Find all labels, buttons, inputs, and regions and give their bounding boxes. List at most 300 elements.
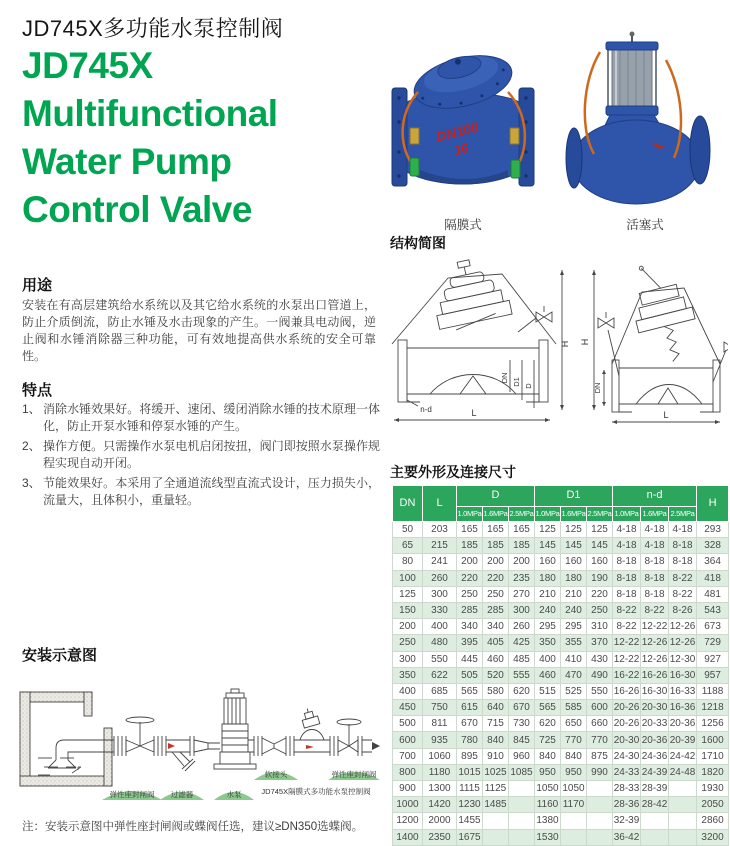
table-cell: 160: [561, 554, 587, 570]
installation-diagram: [14, 664, 382, 814]
table-cell: 1050: [561, 781, 587, 797]
table-row: [393, 651, 729, 667]
column-subheader: 1.6MPa: [483, 507, 509, 522]
table-cell: 24-33: [613, 764, 641, 780]
table-cell: 340: [457, 619, 483, 635]
table-row: [393, 700, 729, 716]
label-control-valve: JD745X隔膜式多功能水泵控制阀: [261, 787, 371, 796]
column-subheader: 1.0MPa: [613, 507, 641, 522]
table-cell: 150: [393, 602, 423, 618]
page-title-english: [22, 42, 278, 234]
table-cell: 20-30: [613, 732, 641, 748]
table-cell: 340: [483, 619, 509, 635]
table-cell: 203: [423, 522, 457, 538]
table-cell: 620: [535, 716, 561, 732]
table-cell: 293: [697, 522, 729, 538]
table-cell: 16-36: [669, 700, 697, 716]
table-cell: 1200: [393, 813, 423, 829]
feature-item: [22, 475, 380, 509]
table-cell: 500: [393, 716, 423, 732]
table-cell: 210: [535, 586, 561, 602]
table-cell: 8-22: [613, 619, 641, 635]
table-cell: 470: [561, 667, 587, 683]
dim-label-dn: DN: [500, 372, 509, 384]
installation-labels: [102, 769, 380, 800]
table-cell: 65: [393, 538, 423, 554]
table-cell: 550: [423, 651, 457, 667]
table-row: [393, 732, 729, 748]
table-cell: 840: [483, 732, 509, 748]
column-subheader: 2.5MPa: [587, 507, 613, 522]
table-cell: 235: [509, 570, 535, 586]
table-row: [393, 716, 729, 732]
piston-photo-label: 活塞式: [626, 218, 664, 232]
table-cell: 4-18: [641, 538, 669, 554]
table-cell: 24-42: [669, 748, 697, 764]
table-cell: 364: [697, 554, 729, 570]
diaphragm-photo-label: 隔膜式: [444, 218, 482, 232]
table-cell: 24-48: [669, 764, 697, 780]
table-cell: 250: [457, 586, 483, 602]
table-cell: 1188: [697, 683, 729, 699]
table-cell: 8-18: [641, 586, 669, 602]
table-cell: 200: [483, 554, 509, 570]
table-cell: 12-26: [641, 651, 669, 667]
table-cell: 685: [423, 683, 457, 699]
table-row: [393, 781, 729, 797]
dimensions-table: [392, 485, 729, 846]
valve-marking-pn: 16: [452, 140, 470, 159]
table-cell: 24-39: [641, 764, 669, 780]
table-cell: 285: [457, 602, 483, 618]
table-cell: 811: [423, 716, 457, 732]
table-cell: 28-39: [641, 781, 669, 797]
feature-text: 操作方便。只需操作水泵电机启闭按扭，阀门即按照水泵操作规程实现自动开闭。: [43, 439, 380, 470]
table-cell: 20-36: [669, 716, 697, 732]
table-cell: 935: [423, 732, 457, 748]
table-cell: 165: [509, 522, 535, 538]
table-cell: 1820: [697, 764, 729, 780]
table-cell: 355: [561, 635, 587, 651]
table-cell: 20-26: [613, 716, 641, 732]
table-cell: 490: [587, 667, 613, 683]
table-cell: 8-18: [613, 586, 641, 602]
feature-text: 节能效果好。本采用了全通道流线型直流式设计，压力损失小，流量大，且体积小，重量轻。: [43, 476, 380, 507]
gate-valve-symbol-1: [126, 717, 154, 752]
table-cell: 729: [697, 635, 729, 651]
table-cell: 12-22: [613, 635, 641, 651]
table-cell: 1710: [697, 748, 729, 764]
table-cell: 418: [697, 570, 729, 586]
table-cell: 800: [393, 764, 423, 780]
table-cell: 450: [393, 700, 423, 716]
table-cell: 8-22: [613, 602, 641, 618]
table-cell: 1180: [423, 764, 457, 780]
table-cell: [483, 829, 509, 845]
table-cell: 1420: [423, 797, 457, 813]
table-cell: 250: [587, 602, 613, 618]
table-cell: 16-26: [641, 667, 669, 683]
table-cell: 405: [483, 635, 509, 651]
dimensions-heading: 主要外形及连接尺寸: [390, 464, 516, 480]
table-cell: 715: [483, 716, 509, 732]
table-cell: [509, 797, 535, 813]
table-row: [393, 683, 729, 699]
table-cell: 20-30: [641, 700, 669, 716]
table-row: [393, 586, 729, 602]
table-header: [393, 486, 729, 522]
structure-drawing-left: [392, 256, 570, 422]
valve-marking-dn: DN100: [434, 118, 481, 145]
table-cell: 200: [457, 554, 483, 570]
control-valve-symbol: [294, 706, 330, 752]
table-cell: 241: [423, 554, 457, 570]
table-cell: 185: [509, 538, 535, 554]
table-cell: 1115: [457, 781, 483, 797]
table-cell: 650: [561, 716, 587, 732]
table-row: [393, 764, 729, 780]
gate-valve-symbol-2: [337, 719, 361, 752]
table-cell: [561, 813, 587, 829]
column-header-d1: D1: [535, 486, 613, 507]
table-row: [393, 797, 729, 813]
table-cell: 12-26: [641, 635, 669, 651]
table-cell: 300: [393, 651, 423, 667]
table-cell: 400: [393, 683, 423, 699]
table-cell: 240: [535, 602, 561, 618]
table-cell: 295: [561, 619, 587, 635]
table-cell: 1230: [457, 797, 483, 813]
table-cell: 565: [535, 700, 561, 716]
table-row: [393, 602, 729, 618]
table-row: [393, 619, 729, 635]
table-cell: 1160: [535, 797, 561, 813]
table-cell: 190: [587, 570, 613, 586]
table-cell: 285: [483, 602, 509, 618]
installation-heading: 安装示意图: [22, 647, 98, 664]
table-cell: [509, 829, 535, 845]
structure-drawing-right: [580, 257, 728, 424]
table-row: [393, 813, 729, 829]
table-cell: 2350: [423, 829, 457, 845]
table-cell: 515: [535, 683, 561, 699]
table-cell: 200: [393, 619, 423, 635]
table-cell: 580: [483, 683, 509, 699]
table-cell: 160: [587, 554, 613, 570]
water-tank: [20, 692, 112, 786]
table-cell: 485: [509, 651, 535, 667]
column-header-nd: n-d: [613, 486, 697, 507]
table-cell: [561, 829, 587, 845]
table-cell: 220: [483, 570, 509, 586]
table-cell: 730: [509, 716, 535, 732]
table-cell: 220: [457, 570, 483, 586]
column-subheader: 1.6MPa: [561, 507, 587, 522]
table-cell: 28-36: [613, 797, 641, 813]
table-cell: [587, 797, 613, 813]
table-cell: 4-18: [669, 522, 697, 538]
table-cell: [587, 781, 613, 797]
table-row: [393, 829, 729, 845]
table-cell: 543: [697, 602, 729, 618]
table-cell: 480: [423, 635, 457, 651]
table-cell: 145: [561, 538, 587, 554]
table-cell: 16-30: [669, 667, 697, 683]
table-cell: 845: [509, 732, 535, 748]
table-cell: 1000: [393, 797, 423, 813]
table-cell: 910: [483, 748, 509, 764]
table-cell: 700: [393, 748, 423, 764]
table-cell: 240: [561, 602, 587, 618]
table-cell: 8-22: [669, 586, 697, 602]
table-row: [393, 554, 729, 570]
table-cell: 350: [535, 635, 561, 651]
table-cell: [641, 813, 669, 829]
column-subheader: 1.6MPa: [641, 507, 669, 522]
table-cell: 600: [587, 700, 613, 716]
dim-label-d1: D1: [512, 377, 521, 387]
table-cell: [669, 781, 697, 797]
table-cell: 505: [457, 667, 483, 683]
table-cell: [483, 813, 509, 829]
table-cell: 1930: [697, 781, 729, 797]
table-cell: 145: [587, 538, 613, 554]
table-cell: 370: [587, 635, 613, 651]
label-flexible-joint: 软接头: [264, 770, 288, 779]
title-line: Control Valve: [22, 189, 252, 230]
table-cell: 165: [483, 522, 509, 538]
table-cell: 950: [561, 764, 587, 780]
dim-label-d: D: [524, 383, 533, 389]
table-cell: 24-30: [613, 748, 641, 764]
table-cell: 100: [393, 570, 423, 586]
table-cell: 550: [587, 683, 613, 699]
page-title-chinese: JD745X多功能水泵控制阀: [22, 16, 284, 41]
table-cell: 1015: [457, 764, 483, 780]
table-cell: 125: [561, 522, 587, 538]
table-cell: 410: [561, 651, 587, 667]
column-header-d: D: [457, 486, 535, 507]
table-cell: 180: [535, 570, 561, 586]
table-cell: 50: [393, 522, 423, 538]
table-cell: 2050: [697, 797, 729, 813]
table-cell: 8-18: [641, 570, 669, 586]
piston-valve-photo: [566, 32, 710, 205]
pipeline-flanges: [114, 736, 362, 756]
table-cell: 673: [697, 619, 729, 635]
table-cell: 185: [483, 538, 509, 554]
table-cell: 1125: [483, 781, 509, 797]
table-cell: 895: [457, 748, 483, 764]
feature-item: [22, 401, 380, 435]
table-cell: 780: [457, 732, 483, 748]
title-line: Water Pump: [22, 141, 232, 182]
dim-label-h: H: [580, 338, 590, 346]
table-cell: 20-36: [641, 732, 669, 748]
table-cell: [587, 829, 613, 845]
table-cell: 770: [561, 732, 587, 748]
table-cell: 8-18: [613, 570, 641, 586]
table-cell: 585: [561, 700, 587, 716]
usage-heading: 用途: [22, 277, 53, 294]
table-cell: 840: [535, 748, 561, 764]
table-cell: 310: [587, 619, 613, 635]
table-cell: 400: [535, 651, 561, 667]
label-gate-valve-2: 弹性座封闸阀: [331, 770, 377, 779]
column-subheader: 1.0MPa: [457, 507, 483, 522]
table-cell: 8-26: [669, 602, 697, 618]
table-cell: [509, 813, 535, 829]
feature-number: 3、: [22, 476, 41, 490]
table-cell: 210: [561, 586, 587, 602]
table-cell: 12-22: [613, 651, 641, 667]
column-header-h: H: [697, 486, 729, 522]
table-cell: 12-22: [641, 619, 669, 635]
table-cell: 215: [423, 538, 457, 554]
table-cell: 2000: [423, 813, 457, 829]
table-cell: 250: [483, 586, 509, 602]
table-cell: 875: [587, 748, 613, 764]
diaphragm-valve-photo: [392, 46, 534, 186]
dim-label-h: H: [560, 340, 570, 348]
table-cell: [641, 829, 669, 845]
table-cell: 16-26: [613, 683, 641, 699]
table-body: [393, 522, 729, 846]
table-cell: 425: [509, 635, 535, 651]
table-row: [393, 570, 729, 586]
table-cell: 36-42: [613, 829, 641, 845]
table-cell: 525: [561, 683, 587, 699]
table-cell: 4-18: [613, 522, 641, 538]
table-cell: 16-30: [641, 683, 669, 699]
table-cell: 12-26: [669, 635, 697, 651]
table-cell: 520: [483, 667, 509, 683]
table-cell: 460: [535, 667, 561, 683]
table-cell: 165: [457, 522, 483, 538]
dim-label-dn: DN: [593, 382, 602, 394]
table-cell: 8-22: [641, 602, 669, 618]
title-line: JD745X: [22, 45, 153, 86]
table-cell: 4-18: [641, 522, 669, 538]
table-cell: 430: [587, 651, 613, 667]
label-pump: 水泵: [226, 790, 242, 799]
table-cell: [669, 797, 697, 813]
table-cell: 270: [509, 586, 535, 602]
table-cell: [669, 813, 697, 829]
table-cell: 1530: [535, 829, 561, 845]
table-cell: 1400: [393, 829, 423, 845]
table-cell: 32-39: [613, 813, 641, 829]
table-cell: 840: [561, 748, 587, 764]
table-cell: 460: [483, 651, 509, 667]
table-cell: 8-18: [669, 538, 697, 554]
table-cell: 1485: [483, 797, 509, 813]
column-header-dn: DN: [393, 486, 423, 522]
table-cell: 330: [423, 602, 457, 618]
table-cell: [509, 781, 535, 797]
pump-symbol: [214, 689, 256, 769]
table-cell: 185: [457, 538, 483, 554]
table-cell: [587, 813, 613, 829]
table-cell: 20-39: [669, 732, 697, 748]
strainer-symbol: [166, 740, 195, 771]
table-row: [393, 748, 729, 764]
table-cell: 1025: [483, 764, 509, 780]
dim-label-l: L: [663, 410, 669, 420]
table-row: [393, 667, 729, 683]
table-cell: 395: [457, 635, 483, 651]
column-subheader: 2.5MPa: [669, 507, 697, 522]
table-cell: 125: [393, 586, 423, 602]
feature-number: 1、: [22, 402, 41, 416]
table-cell: 8-18: [613, 554, 641, 570]
column-subheader: 2.5MPa: [509, 507, 535, 522]
table-cell: 900: [393, 781, 423, 797]
table-cell: 1050: [535, 781, 561, 797]
table-cell: 295: [535, 619, 561, 635]
table-cell: [669, 829, 697, 845]
table-cell: 725: [535, 732, 561, 748]
table-cell: 160: [535, 554, 561, 570]
table-cell: 12-26: [669, 619, 697, 635]
table-cell: 3200: [697, 829, 729, 845]
label-strainer: 过滤器: [170, 790, 194, 799]
table-cell: 145: [535, 538, 561, 554]
table-cell: 957: [697, 667, 729, 683]
table-cell: 125: [587, 522, 613, 538]
table-cell: 28-42: [641, 797, 669, 813]
table-cell: 670: [457, 716, 483, 732]
table-cell: 24-36: [641, 748, 669, 764]
table-cell: 8-18: [669, 554, 697, 570]
structure-heading: 结构简图: [390, 235, 446, 251]
flow-out-arrow: [362, 740, 380, 752]
table-cell: 1300: [423, 781, 457, 797]
feature-number: 2、: [22, 439, 41, 453]
table-cell: 1380: [535, 813, 561, 829]
product-photos: [390, 30, 728, 212]
table-cell: 125: [535, 522, 561, 538]
feature-item: [22, 438, 380, 472]
structure-drawings: [390, 256, 728, 456]
table-cell: 350: [393, 667, 423, 683]
label-gate-valve-1: 弹性座封闸阀: [109, 790, 155, 799]
table-cell: 640: [483, 700, 509, 716]
table-cell: 660: [587, 716, 613, 732]
features-heading: 特点: [22, 382, 53, 399]
table-cell: 28-33: [613, 781, 641, 797]
table-cell: 670: [509, 700, 535, 716]
table-cell: 1170: [561, 797, 587, 813]
table-cell: 4-18: [613, 538, 641, 554]
table-cell: 750: [423, 700, 457, 716]
table-cell: 960: [509, 748, 535, 764]
table-cell: 180: [561, 570, 587, 586]
reducer-symbol: [194, 740, 216, 752]
table-cell: 445: [457, 651, 483, 667]
table-cell: 1455: [457, 813, 483, 829]
table-cell: 555: [509, 667, 535, 683]
table-cell: 20-26: [613, 700, 641, 716]
table-cell: 200: [509, 554, 535, 570]
title-line: Multifunctional: [22, 93, 278, 134]
table-cell: 620: [509, 683, 535, 699]
table-row: [393, 538, 729, 554]
table-row: [393, 522, 729, 538]
column-header-l: L: [423, 486, 457, 522]
table-cell: 990: [587, 764, 613, 780]
table-cell: 622: [423, 667, 457, 683]
